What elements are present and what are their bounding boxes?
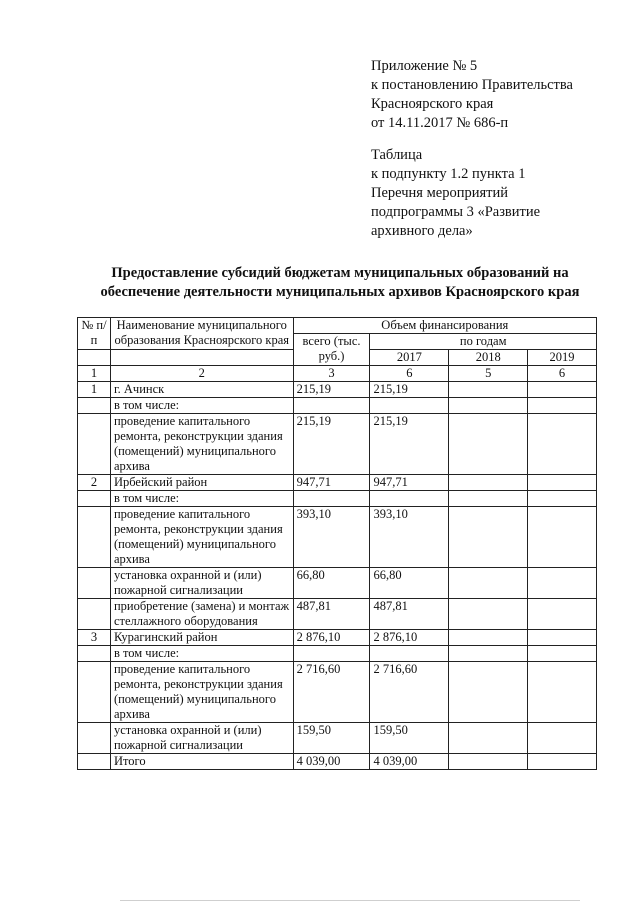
column-number: 6 bbox=[528, 366, 597, 382]
row-number: 2 bbox=[78, 475, 111, 491]
row-total: 2 876,10 bbox=[293, 630, 370, 646]
row-2019 bbox=[528, 646, 597, 662]
row-number: 3 bbox=[78, 630, 111, 646]
header-year-2018: 2018 bbox=[449, 350, 528, 366]
row-number bbox=[78, 507, 111, 568]
row-2018 bbox=[449, 646, 528, 662]
table-row bbox=[78, 507, 597, 568]
row-2017 bbox=[370, 491, 449, 507]
appendix-line: к постановлению Правительства bbox=[371, 77, 573, 93]
row-number bbox=[78, 398, 111, 414]
row-2017: 393,10 bbox=[370, 507, 449, 568]
row-2017: 159,50 bbox=[370, 723, 449, 754]
row-total: 159,50 bbox=[293, 723, 370, 754]
row-2019 bbox=[528, 630, 597, 646]
table-reference-line: подпрограммы 3 «Развитие bbox=[371, 204, 541, 220]
row-2018 bbox=[449, 414, 528, 475]
row-2017: 215,19 bbox=[370, 382, 449, 398]
row-total: 487,81 bbox=[293, 599, 370, 630]
row-total: 4 039,00 bbox=[293, 754, 370, 770]
column-number: 6 bbox=[370, 366, 449, 382]
row-2019 bbox=[528, 398, 597, 414]
row-number bbox=[78, 723, 111, 754]
column-number: 5 bbox=[449, 366, 528, 382]
table-row bbox=[78, 630, 597, 646]
document-title-line: Предоставление субсидий бюджетам муниципальных образований на bbox=[111, 265, 569, 281]
row-number bbox=[78, 568, 111, 599]
row-total: 215,19 bbox=[293, 414, 370, 475]
document-title bbox=[60, 264, 620, 302]
row-2019 bbox=[528, 475, 597, 491]
table-reference-line: архивного дела» bbox=[371, 223, 473, 239]
row-2017: 947,71 bbox=[370, 475, 449, 491]
row-name: в том числе: bbox=[110, 646, 293, 662]
table-row bbox=[78, 382, 597, 398]
row-2017: 66,80 bbox=[370, 568, 449, 599]
row-2017: 2 716,60 bbox=[370, 662, 449, 723]
header-year-2017: 2017 bbox=[370, 350, 449, 366]
row-total bbox=[293, 491, 370, 507]
table-row bbox=[78, 754, 597, 770]
row-name: г. Ачинск bbox=[110, 382, 293, 398]
row-2017: 2 876,10 bbox=[370, 630, 449, 646]
row-2017: 4 039,00 bbox=[370, 754, 449, 770]
table-row bbox=[78, 475, 597, 491]
row-2019 bbox=[528, 491, 597, 507]
row-2017 bbox=[370, 646, 449, 662]
row-total: 215,19 bbox=[293, 382, 370, 398]
table-reference-line: Перечня мероприятий bbox=[371, 185, 508, 201]
column-number: 3 bbox=[293, 366, 370, 382]
column-number-row bbox=[78, 366, 597, 382]
row-2019 bbox=[528, 599, 597, 630]
row-number bbox=[78, 599, 111, 630]
appendix-line: Красноярского края bbox=[371, 96, 494, 112]
row-2018 bbox=[449, 568, 528, 599]
row-2018 bbox=[449, 382, 528, 398]
row-2017: 215,19 bbox=[370, 414, 449, 475]
header-volume: Объем финансирования bbox=[293, 318, 596, 334]
table-row bbox=[78, 398, 597, 414]
column-number: 2 bbox=[110, 366, 293, 382]
row-name: приобретение (замена) и монтаж стеллажного оборудования bbox=[110, 599, 293, 630]
row-total bbox=[293, 398, 370, 414]
appendix-line: от 14.11.2017 № 686-п bbox=[371, 115, 509, 131]
row-name: проведение капитального ремонта, реконструкции здания (помещений) муниципального архива bbox=[110, 662, 293, 723]
row-2018 bbox=[449, 630, 528, 646]
table-row bbox=[78, 599, 597, 630]
header-by-years: по годам bbox=[370, 334, 597, 350]
row-2017: 487,81 bbox=[370, 599, 449, 630]
table-body bbox=[78, 366, 597, 770]
row-number bbox=[78, 662, 111, 723]
row-name: проведение капитального ремонта, реконструкции здания (помещений) муниципального архива bbox=[110, 507, 293, 568]
header-empty bbox=[110, 350, 293, 366]
appendix-header bbox=[371, 57, 631, 133]
header-total: всего (тыс. руб.) bbox=[293, 334, 370, 366]
table-row bbox=[78, 414, 597, 475]
row-name: в том числе: bbox=[110, 398, 293, 414]
row-name: в том числе: bbox=[110, 491, 293, 507]
row-2018 bbox=[449, 599, 528, 630]
row-total: 2 716,60 bbox=[293, 662, 370, 723]
row-2018 bbox=[449, 491, 528, 507]
scan-edge-divider bbox=[120, 900, 580, 901]
row-2019 bbox=[528, 382, 597, 398]
row-2019 bbox=[528, 754, 597, 770]
table-header-row bbox=[78, 318, 597, 334]
row-2018 bbox=[449, 475, 528, 491]
table-row bbox=[78, 723, 597, 754]
document-title-line: обеспечение деятельности муниципальных архивов Красноярского края bbox=[100, 284, 580, 300]
row-name: установка охранной и (или) пожарной сигнализации bbox=[110, 568, 293, 599]
row-2019 bbox=[528, 568, 597, 599]
row-name: проведение капитального ремонта, реконструкции здания (помещений) муниципального архива bbox=[110, 414, 293, 475]
table-reference-line: к подпункту 1.2 пункта 1 bbox=[371, 166, 526, 182]
appendix-line: Приложение № 5 bbox=[371, 58, 478, 74]
row-total: 947,71 bbox=[293, 475, 370, 491]
row-2018 bbox=[449, 398, 528, 414]
row-2019 bbox=[528, 723, 597, 754]
table-reference-line: Таблица bbox=[371, 147, 423, 163]
row-2019 bbox=[528, 414, 597, 475]
row-2019 bbox=[528, 662, 597, 723]
row-total bbox=[293, 646, 370, 662]
row-number: 1 bbox=[78, 382, 111, 398]
header-year-2019: 2019 bbox=[528, 350, 597, 366]
row-2017 bbox=[370, 398, 449, 414]
table-row bbox=[78, 662, 597, 723]
header-num: № п/п bbox=[78, 318, 111, 350]
row-2019 bbox=[528, 507, 597, 568]
header-name: Наименование муниципального образования Красноярского края bbox=[110, 318, 293, 350]
row-name: Ирбейский район bbox=[110, 475, 293, 491]
table-reference bbox=[371, 146, 631, 241]
table-row bbox=[78, 646, 597, 662]
row-2018 bbox=[449, 507, 528, 568]
row-total: 66,80 bbox=[293, 568, 370, 599]
row-2018 bbox=[449, 662, 528, 723]
row-total: 393,10 bbox=[293, 507, 370, 568]
row-number bbox=[78, 414, 111, 475]
column-number: 1 bbox=[78, 366, 111, 382]
row-2018 bbox=[449, 754, 528, 770]
row-name: Итого bbox=[110, 754, 293, 770]
row-number bbox=[78, 646, 111, 662]
funding-table bbox=[77, 317, 597, 770]
row-number bbox=[78, 754, 111, 770]
table-row bbox=[78, 491, 597, 507]
row-number bbox=[78, 491, 111, 507]
table-row bbox=[78, 568, 597, 599]
row-name: Курагинский район bbox=[110, 630, 293, 646]
row-2018 bbox=[449, 723, 528, 754]
row-name: установка охранной и (или) пожарной сигнализации bbox=[110, 723, 293, 754]
header-empty bbox=[78, 350, 111, 366]
